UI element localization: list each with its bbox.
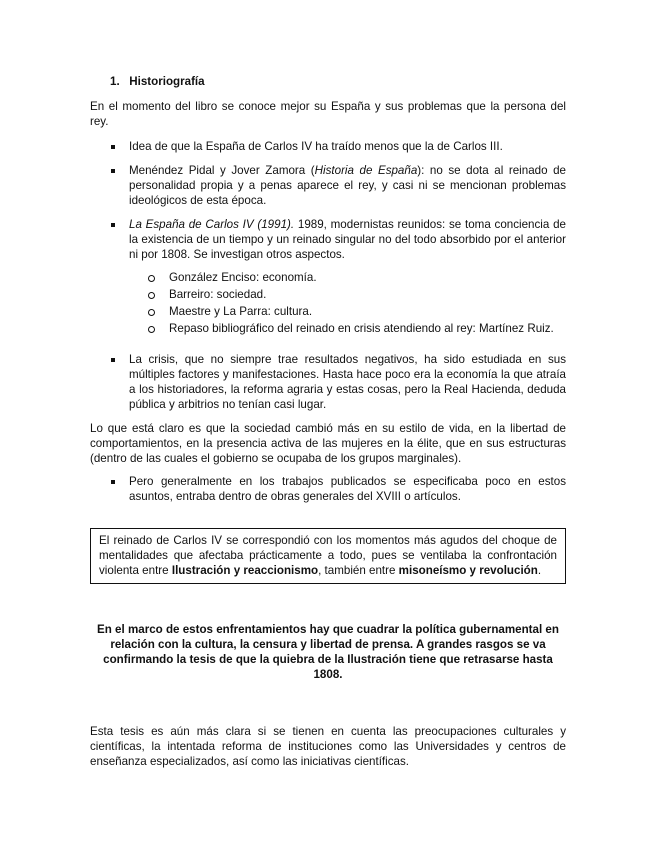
square-bullet-icon — [111, 145, 115, 149]
box-text: . — [537, 564, 542, 577]
sub-item-text: Repaso bibliográfico del reinado en crisis atendiendo al rey: Martínez Ruiz. — [169, 322, 554, 335]
list-item — [90, 217, 566, 336]
boxed-paragraph — [90, 528, 566, 584]
bullet-italic-title: La España de Carlos IV (1991). — [129, 218, 295, 231]
sub-item-text: Barreiro: sociedad. — [169, 288, 267, 301]
box-bold-text: misoneísmo y revolución — [398, 564, 538, 577]
square-bullet-icon — [111, 223, 115, 227]
bullet-text: La crisis, que no siempre trae resultados negativos, ha sido estudiada en sus múltiples factores y manifestaciones. Hasta hace poco era la economía la que atraía a los historiadores, la reforma agraria y estas cosas, pero la Real Hacienda, deduda pública y arbitrios no tenían casi lugar. — [129, 353, 566, 411]
list-item — [90, 139, 566, 154]
section-heading — [110, 74, 566, 89]
bold-centered-paragraph: En el marco de estos enfrentamientos hay que cuadrar la política gubernamental en relación con la cultura, la censura y libertad de prensa. A grandes rasgos se va confirmando la tesis de que la quiebra de la Ilustración tiene que retrasarse hasta 1808. — [97, 623, 559, 681]
sub-item-text: González Enciso: economía. — [169, 271, 317, 284]
list-item — [90, 474, 566, 504]
heading-title: Historiografía — [129, 75, 205, 88]
bullet-list-1 — [90, 139, 566, 412]
intro-paragraph: En el momento del libro se conoce mejor su España y sus problemas que la persona del rey. — [90, 100, 566, 128]
circle-bullet-icon — [148, 326, 155, 333]
box-text: , también entre — [318, 564, 399, 577]
circle-bullet-icon — [148, 309, 155, 316]
bullet-text: Menéndez Pidal y Jover Zamora ( — [129, 164, 315, 177]
bullet-text: Pero generalmente en los trabajos publicados se especificaba poco en estos asuntos, entraba dentro de obras generales del XVIII o artículos. — [129, 475, 566, 503]
square-bullet-icon — [111, 169, 115, 173]
bullet-text: Idea de que la España de Carlos IV ha traído menos que la de Carlos III. — [129, 140, 503, 153]
sub-list-item — [129, 321, 566, 336]
sub-list-item — [129, 270, 566, 285]
square-bullet-icon — [111, 358, 115, 362]
circle-bullet-icon — [148, 275, 155, 282]
sub-item-text: Maestre y La Parra: cultura. — [169, 305, 313, 318]
box-bold-text: Ilustración y reaccionismo — [171, 564, 319, 577]
heading-number: 1. — [110, 75, 120, 88]
bullet-italic-title: Historia de España — [314, 164, 418, 177]
bullet-text: ): no se dota al reinado de personalidad propia y a penas aparece el rey, y casi ni se mencionan problemas ideológicos de esta época. — [129, 164, 566, 207]
box-text: El reinado de Carlos IV se correspondió con los momentos más agudos del choque de mentalidades que afectaba prácticamente a todo, pues se ventilaba la confrontación violenta entre — [99, 534, 557, 577]
claro-paragraph: Lo que está claro es que la sociedad cambió más en su estilo de vida, en la libertad de comportamientos, en la presencia activa de las mujeres en la élite, que en sus estructuras (dentro de las cuales el gobierno se ocupaba de los grupos marginales). — [90, 422, 566, 465]
sub-list — [129, 270, 566, 336]
sub-list-item — [129, 304, 566, 319]
document-page — [90, 74, 566, 769]
sub-list-item — [129, 287, 566, 302]
final-paragraph: Esta tesis es aún más clara si se tienen en cuenta las preocupaciones culturales y científicas, la intentada reforma de instituciones como las Universidades y centros de enseñanza especializados, así como las iniciativas científicas. — [90, 725, 566, 768]
list-item — [90, 352, 566, 412]
list-item — [90, 163, 566, 208]
circle-bullet-icon — [148, 292, 155, 299]
bullet-text: 1989, modernistas reunidos: se toma conciencia de la existencia de un tiempo y un reinado singular no del todo absorbido por el anterior ni por 1808. Se investigan otros aspectos. — [129, 218, 566, 261]
bullet-list-2 — [90, 474, 566, 504]
square-bullet-icon — [111, 480, 115, 484]
